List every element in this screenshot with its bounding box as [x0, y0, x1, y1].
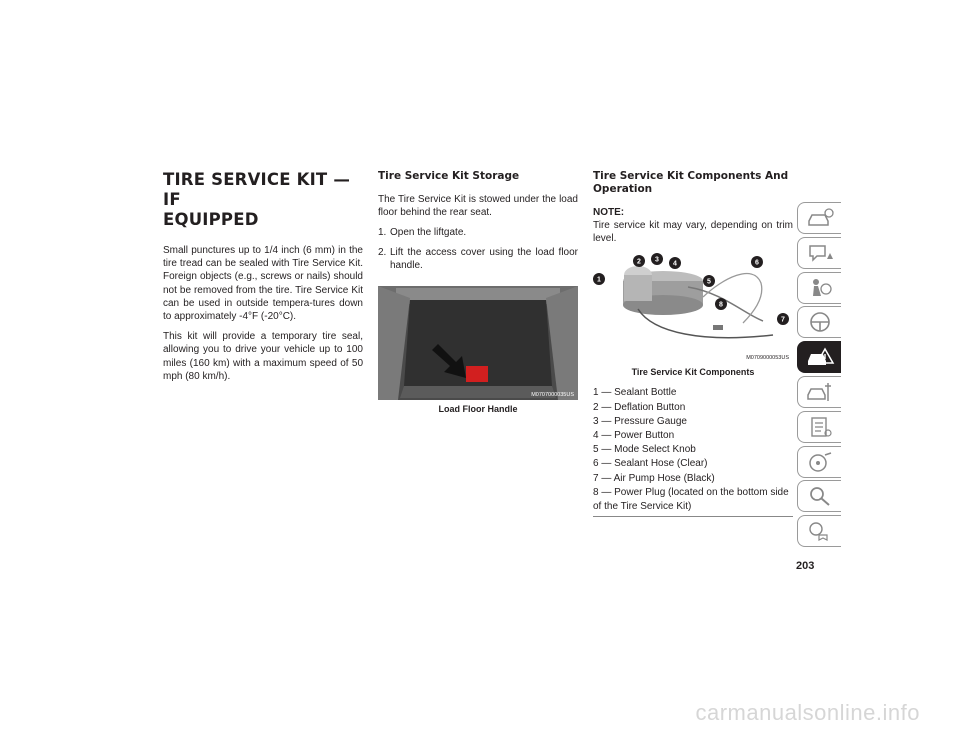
temporary-seal-paragraph: This kit will provide a temporary tire seal, allowing you to drive your vehicle up to 100 miles (160 km) with a maximum speed of 50 mph (80 km/h).: [163, 331, 363, 382]
callout-4-label: 4: [673, 260, 677, 268]
column-tire-service-kit-intro: [163, 170, 363, 390]
column-kit-components: [593, 170, 793, 517]
tab-servicing[interactable]: [797, 376, 841, 408]
tab-specifications[interactable]: [797, 411, 841, 443]
step-text: Open the liftgate.: [390, 227, 467, 239]
step-item: [378, 246, 578, 272]
language-icon: [805, 519, 835, 543]
specifications-icon: [805, 415, 835, 439]
legend-item: 1 — Sealant Bottle: [593, 387, 677, 399]
warning-message-icon: [805, 241, 835, 265]
legend-item: 2 — Deflation Button: [593, 401, 686, 413]
tab-warning-messages[interactable]: [797, 237, 841, 269]
components-legend: [593, 386, 793, 517]
tab-multimedia[interactable]: [797, 446, 841, 478]
safety-airbag-icon: [805, 276, 835, 300]
callout-8-label: 8: [719, 301, 723, 309]
legend-item: 8 — Power Plug (located on the bottom side of the Tire Service Kit): [593, 486, 789, 513]
tab-safety[interactable]: [797, 272, 841, 304]
storage-paragraph: The Tire Service Kit is stowed under the load floor behind the rear seat.: [378, 194, 578, 219]
step-number: 1.: [378, 227, 387, 239]
service-tools-icon: [805, 380, 835, 404]
step-item: [378, 226, 578, 239]
components-heading-line2: Operation: [593, 183, 653, 195]
load-floor-handle-photo: [378, 286, 578, 400]
site-watermark: carmanualsonline.info: [695, 700, 920, 725]
legend-item: 5 — Mode Select Knob: [593, 444, 696, 456]
photo-code: M0707000035US: [531, 392, 574, 399]
section-heading-line2: EQUIPPED: [163, 210, 259, 229]
callout-7-label: 7: [781, 316, 785, 324]
legend-item: 6 — Sealant Hose (Clear): [593, 458, 708, 470]
section-heading: [163, 170, 363, 230]
index-search-icon: [805, 484, 835, 508]
step-text: Lift the access cover using the load floor handle.: [390, 246, 578, 271]
car-info-icon: [805, 206, 835, 230]
step-number: 2.: [378, 246, 387, 258]
column-kit-storage: [378, 170, 578, 414]
tab-car-info[interactable]: [797, 202, 841, 234]
steering-wheel-icon: [805, 310, 835, 334]
legend-item: 4 — Power Button: [593, 430, 675, 442]
tab-driving[interactable]: [797, 306, 841, 338]
intro-paragraph: Small punctures up to 1/4 inch (6 mm) in the tire tread can be sealed with Tire Service Kit. Foreign objects (e.g., screws or nails) should not be removed from the tire. Tire Service Kit can be used in outside tempera-tures down to approximately -4°F (-20°C).: [163, 245, 363, 323]
callout-2-label: 2: [637, 258, 641, 266]
components-heading-line1: Tire Service Kit Components And: [593, 170, 789, 182]
storage-heading: Tire Service Kit Storage: [378, 170, 520, 182]
callout-6-label: 6: [755, 259, 759, 267]
multimedia-icon: [805, 450, 835, 474]
note-text: Tire service kit may vary, depending on trim level.: [593, 220, 793, 245]
components-caption: Tire Service Kit Components: [631, 367, 755, 378]
legend-item: 3 — Pressure Gauge: [593, 415, 687, 427]
diagram-code: M0709000053US: [746, 355, 789, 362]
page-number: 203: [796, 560, 815, 572]
tire-service-kit-diagram: [593, 253, 793, 363]
legend-item: 7 — Air Pump Hose (Black): [593, 472, 715, 484]
note-label: NOTE:: [593, 207, 625, 218]
callout-5-label: 5: [707, 278, 711, 286]
tab-index[interactable]: [797, 480, 841, 512]
emergency-car-icon: [805, 345, 835, 369]
callout-1-label: 1: [597, 276, 601, 284]
tab-emergency[interactable]: [797, 341, 841, 373]
components-heading: [593, 170, 793, 196]
callout-3-label: 3: [655, 256, 659, 264]
chapter-tabs: [797, 202, 841, 550]
section-heading-line1: TIRE SERVICE KIT — IF: [163, 170, 351, 209]
tab-languages[interactable]: [797, 515, 841, 547]
load-floor-handle-caption: Load Floor Handle: [438, 404, 518, 415]
